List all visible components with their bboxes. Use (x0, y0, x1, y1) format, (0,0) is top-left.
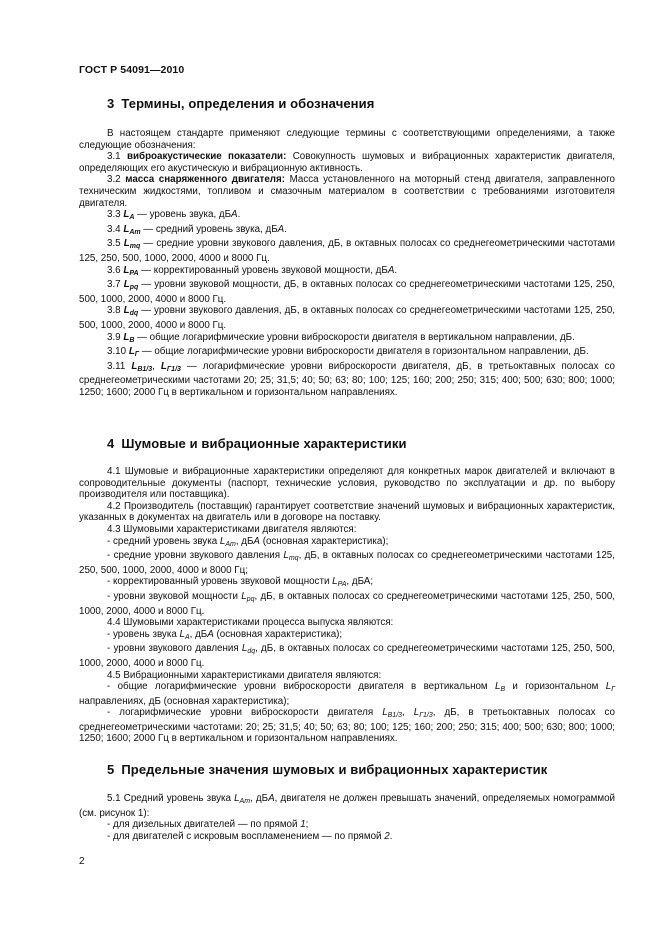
para-4-4: 4.4 Шумовыми характеристиками процесса выпуска являются: (107, 617, 394, 629)
list-item: - корректированный уровень звуковой мощности $L_{PA}$, дБА; (107, 576, 374, 589)
list-item: - уровни звукового давления $L_{dq}$, дБ, в октавных полосах со среднегеометрическими частотами 125, 250, 500, 1000, 2000, 4000 и 8000 Гц. (79, 643, 615, 669)
para-4-5: 4.5 Вибрационными характеристиками двигателя являются: (107, 669, 382, 681)
list-item: - общие логарифмические уровни виброскорости двигателя в вертикальном $L_B$ и горизонтальном $L_Г$ направлениях, дБ (основная характеристика); (79, 681, 615, 707)
standard-header: ГОСТ Р 54091—2010 (79, 64, 185, 76)
list-item: - для дизельных двигателей — по прямой 1; (107, 819, 309, 831)
term-3-3: 3.3 $L_A$ — уровень звука, дБА. (107, 209, 241, 222)
para-5-1: 5.1 Средний уровень звука $L_{Am}$, дБА, двигателя не должен превышать значений, определяемых номограммой (см. рисунок 1): (79, 793, 615, 819)
list-item: - уровни звуковой мощности $L_{pq}$, дБ, в октавных полосах со среднегеометрическими частотами 125, 250, 500, 1000, 2000, 4000 и 8000 Гц. (79, 590, 615, 617)
term-3-11: 3.11 $L_{B1/3}$, $L_{Г1/3}$ — логарифмические уровни виброскорости двигателя, дБ, в третьоктавных полосах со среднегеометрическими частотами 20; 25; 31,5; 40; 50; 63; 80; 100; 125; 160; 200; 250; 315; 400; 500; 630; 800; 1000; 1250; 1600; 2000 Гц в вертикальном и горизонтальном направлениях. (79, 360, 615, 398)
list-item: - уровень звука $L_A$, дБА (основная характеристика); (107, 628, 343, 641)
term-3-4: 3.4 $L_{Am}$ — средний уровень звука, дБА. (107, 223, 287, 236)
term-3-9: 3.9 $L_B$ — общие логарифмические уровни виброскорости двигателя в вертикальном направлении, дБ. (107, 331, 575, 344)
section-5-title: 5 Предельные значения шумовых и вибрационных характеристик (107, 762, 548, 777)
page-number: 2 (79, 856, 85, 867)
list-item: - средний уровень звука $L_{Am}$, дБА (основная характеристика); (107, 535, 389, 548)
term-3-7: 3.7 $L_{pq}$ — уровни звуковой мощности, дБ, в октавных полосах со среднегеометрическими частотами 125, 250, 500, 1000, 2000, 4000 и 8000 Гц. (79, 279, 615, 305)
list-item: - логарифмические уровни виброскорости двигателя $L_{B1/3}$, $L_{Г1/3}$, дБ, в третьоктавных полосах со среднегеометрическими частотами: 20; 25; 31,5; 40; 50; 63; 80; 100; 125; 160; 200; 250; 315; 400; 500; 630; 800; 1000; 1250; 1600; 2000 Гц в вертикальном и горизонтальном направлениях. (79, 707, 615, 745)
para-4-3: 4.3 Шумовыми характеристиками двигателя являются: (107, 523, 357, 535)
section-3 (79, 96, 615, 398)
term-3-6: 3.6 $L_{PA}$ — корректированный уровень звуковой мощности, дБА. (107, 264, 398, 277)
term-3-1: 3.1 виброакустические показатели: Совокупность шумовых и вибрационных характеристик двигателя, определяющих его акустическую и вибрационную активность. (79, 151, 615, 174)
section-5-body (79, 793, 615, 842)
term-3-10: 3.10 $L_Г$ — общие логарифмические уровни виброскорости двигателя в горизонтальном направлении, дБ. (107, 346, 589, 359)
para-4-2: 4.2 Производитель (поставщик) гарантирует соответствие значений шумовых и вибрационных характеристик, указанных в документах на двигатель или в договоре на поставку. (79, 500, 615, 524)
section-5 (79, 762, 615, 842)
section-3-intro: В настоящем стандарте применяют следующие термины с соответствующими определениями, а также следующие обозначения: (79, 128, 615, 151)
term-3-8: 3.8 $L_{dq}$ — уровни звукового давления, дБ, в октавных полосах со среднегеометрическими частотами 125, 250, 500, 1000, 2000, 4000 и 8000 Гц. (79, 305, 615, 331)
list-item: - для двигателей с искровым воспламенением — по прямой 2. (107, 830, 393, 842)
section-4-title: 4 Шумовые и вибрационные характеристики (107, 436, 407, 451)
term-3-2: 3.2 масса снаряженного двигателя: Масса установленного на моторный стенд двигателя, заправленного техническим жидкостями, топливом и смазочным материалом в соответствии с требованиями изготовителя двигателя. (79, 174, 616, 209)
section-3-title: 3 Термины, определения и обозначения (107, 96, 375, 111)
term-3-5: 3.5 $L_{mq}$ — средние уровни звукового давления, дБ, в октавных полосах со среднегеометрическими частотами 125, 250, 500, 1000, 2000, 4000 и 8000 Гц. (79, 238, 615, 264)
section-4 (79, 436, 615, 745)
section-4-body (79, 466, 615, 745)
para-4-1: 4.1 Шумовые и вибрационные характеристики определяют для конкретных марок двигателей и включают в сопроводительные документы (паспорт, технические условия, руководство по эксплуатации и др. по выбору производителя или поставщика). (79, 466, 615, 501)
list-item: - средние уровни звукового давления $L_{mq}$, дБ, в октавных полосах со среднегеометрическими частотами 125, 250, 500, 1000, 2000, 4000 и 8000 Гц; (79, 550, 615, 576)
section-3-body (79, 128, 615, 398)
